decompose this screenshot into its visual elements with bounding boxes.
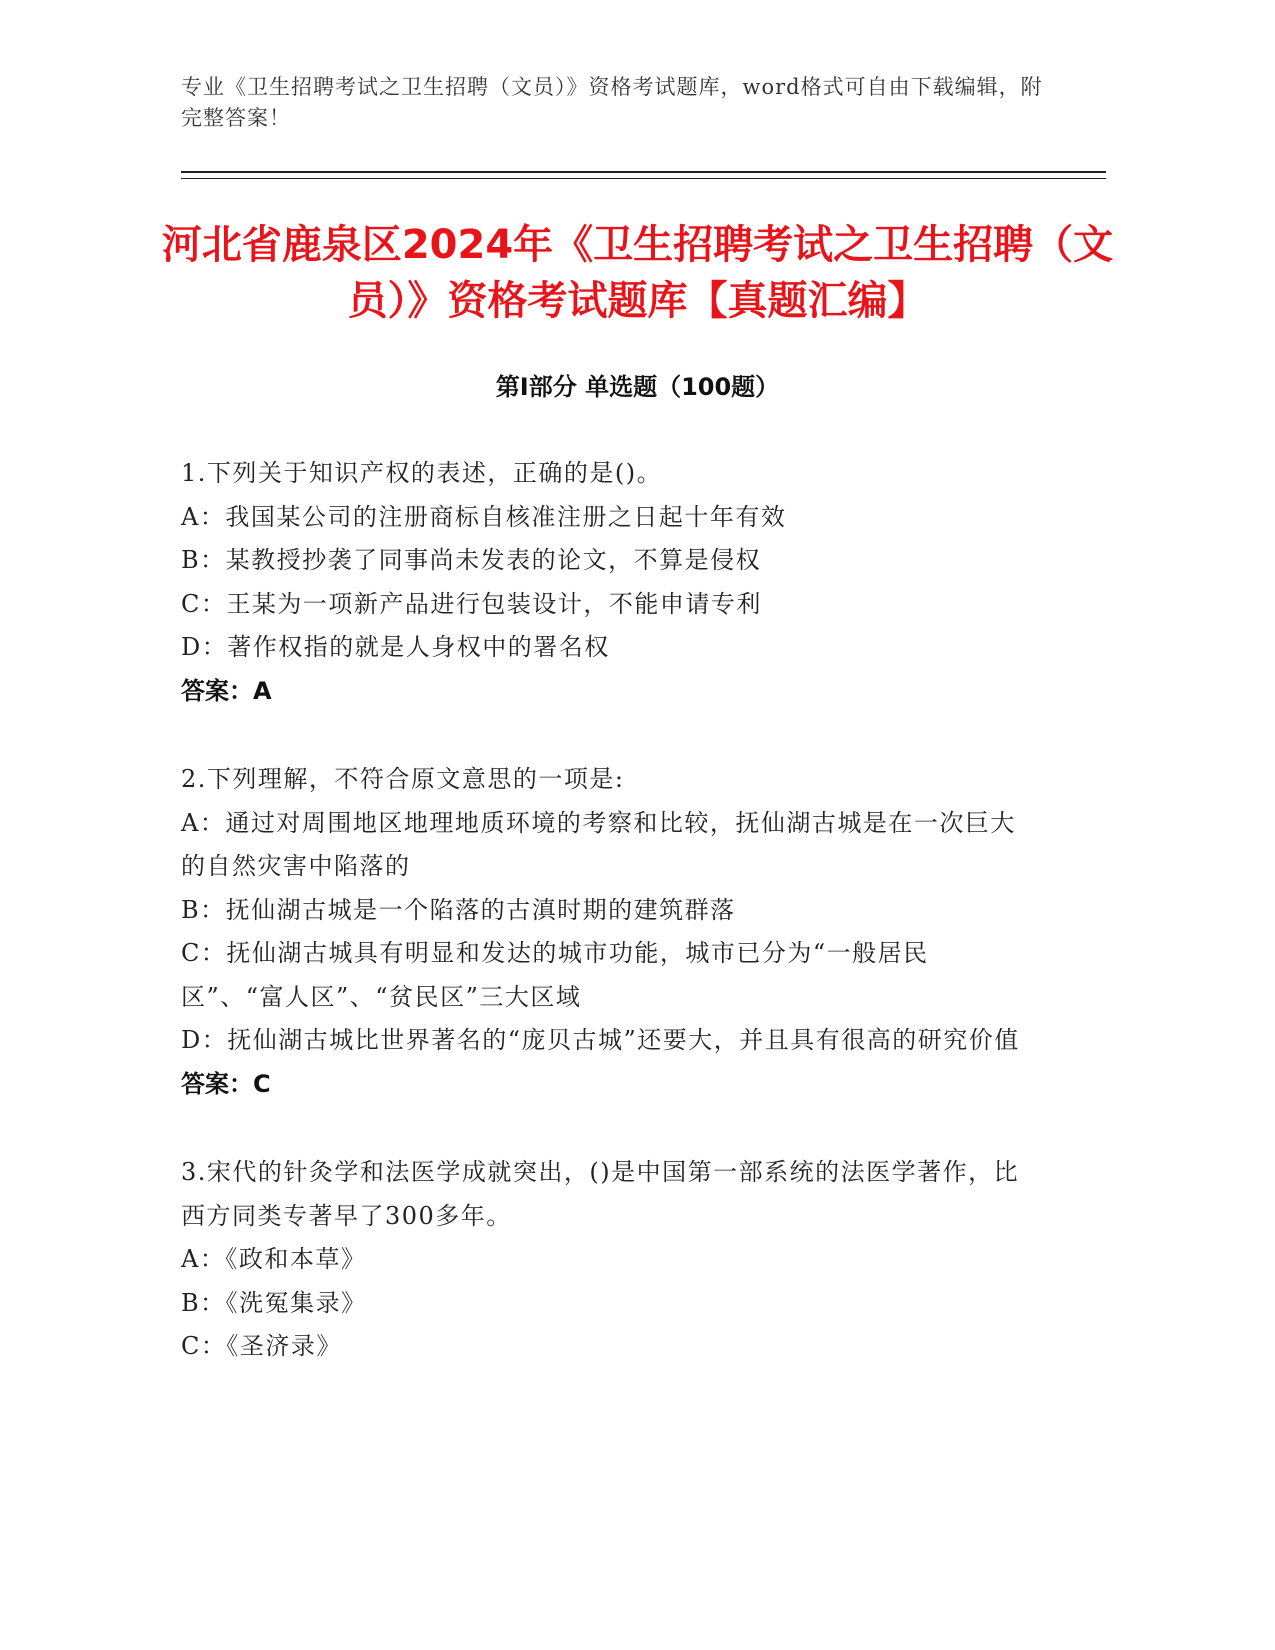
option-c: C：王某为一项新产品进行包装设计，不能申请专利 [181, 589, 762, 618]
option-d: D：著作权指的就是人身权中的署名权 [181, 633, 610, 661]
option-a: A：《政和本草》 [181, 1245, 367, 1273]
question-stem: 2.下列理解，不符合原文意思的一项是: [181, 765, 625, 793]
section-title: 第Ⅰ部分 单选题（100题） [495, 373, 780, 401]
header-rule-thick [181, 171, 1106, 173]
question-2 [181, 758, 1031, 1106]
question-stem: 3.宋代的针灸学和法医学成就突出，()是中国第一部系统的法医学著作，比西方同类专著早了300多年。 [181, 1158, 1020, 1230]
option-b: B：《洗冤集录》 [181, 1288, 367, 1317]
question-1 [181, 452, 1031, 713]
option-a: A：通过对周围地区地理地质环境的考察和比较，抚仙湖古城是在一次巨大的自然灾害中陷落的 [181, 808, 1016, 880]
question-list [181, 452, 1031, 1414]
document-title: 河北省鹿泉区2024年《卫生招聘考试之卫生招聘（文员）》资格考试题库【真题汇编】 [161, 222, 1114, 324]
answer-line: 答案：C [181, 1069, 271, 1098]
header-note: 专业《卫生招聘考试之卫生招聘（文员）》资格考试题库，word格式可自由下载编辑，附完整答案！ [181, 75, 1043, 130]
option-a: A：我国某公司的注册商标自核准注册之日起十年有效 [181, 502, 787, 531]
question-stem: 1.下列关于知识产权的表述，正确的是()。 [181, 459, 663, 487]
question-3 [181, 1151, 1031, 1369]
option-c: C：《圣济录》 [181, 1332, 342, 1360]
header-rule-thin [181, 178, 1106, 179]
option-c: C：抚仙湖古城具有明显和发达的城市功能，城市已分为“一般居民区”、“富人区”、“贫民区”三大区域 [181, 939, 929, 1011]
option-d: D：抚仙湖古城比世界著名的“庞贝古城”还要大，并且具有很高的研究价值 [181, 1026, 1020, 1054]
option-b: B：某教授抄袭了同事尚未发表的论文，不算是侵权 [181, 546, 762, 574]
answer-line: 答案：A [181, 676, 272, 705]
option-b: B：抚仙湖古城是一个陷落的古滇时期的建筑群落 [181, 895, 736, 924]
